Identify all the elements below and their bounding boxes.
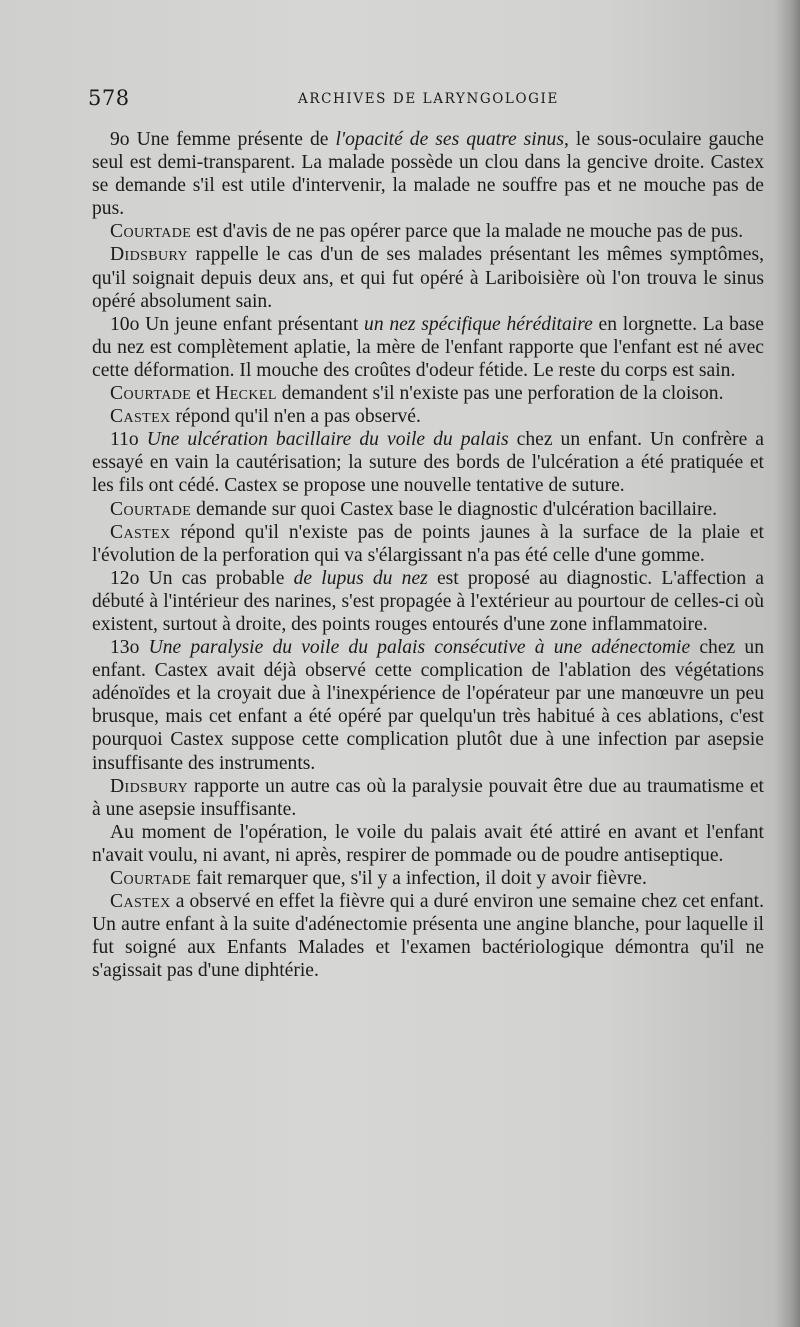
- paragraph-operation: Au moment de l'opération, le voile du palais avait été attiré en avant et l'enfant n'avait voulu, ni avant, ni après, respirer de pommade ou de poudre antiseptique.: [92, 821, 764, 866]
- speaker-name: Courtade: [110, 498, 192, 520]
- speaker-name: Castex: [110, 406, 171, 428]
- speaker-name: Castex: [110, 521, 171, 543]
- running-head: ARCHIVES DE LARYNGOLOGIE: [298, 91, 559, 107]
- speaker-name: Heckel: [215, 383, 277, 405]
- paragraph-13: 13o Une paralysie du voile du palais consécutive à une adénectomie chez un enfant. Castex avait déjà observé cette complication de l'ablation des végétations adénoïdes et la croyait due à l'inexpérience de l'opérateur par une manœuvre un peu brusque, mais cet enfant a été opéré par quelqu'un très habitué à ces ablations, c'est pourquoi Castex suppose cette complication plutôt due à une infection par asepsie insuffisante des instruments.: [92, 637, 764, 774]
- paragraph-courtade-heckel: Courtade et Heckel demandent s'il n'existe pas une perforation de la cloison.: [110, 383, 724, 405]
- paragraph-11: 11o Une ulcération bacillaire du voile du palais chez un enfant. Un confrère a essayé en vain la cautérisation; la suture des bords de l'ulcération a été pratiquée et les fils ont cédé. Castex se propose une nouvelle tentative de suture.: [92, 429, 764, 497]
- speaker-name: Courtade: [110, 221, 192, 243]
- paragraph-castex-3: Castex a observé en effet la fièvre qui a duré environ une semaine chez cet enfant. Un autre enfant à la suite d'adénectomie présenta une angine blanche, pour laquelle il fut soigné aux Enfants Malades et l'examen bactériologique démontra qu'il ne s'agissait pas d'une diphtérie.: [92, 891, 764, 982]
- paragraph-9: 9o Une femme présente de l'opacité de ses quatre sinus, le sous-oculaire gauche seul est demi-transparent. La malade possède un clou dans la gencive droite. Castex se demande s'il est utile d'intervenir, la malade ne souffre pas et ne mouche pas de pus.: [92, 129, 765, 220]
- paragraph-didsbury-1: Didsbury rappelle le cas d'un de ses malades présentant les mêmes symptômes, qu'il soignait depuis deux ans, et qui fut opéré à Lariboisière où l'on trouva le sinus opéré absolument sain.: [92, 244, 764, 312]
- paragraph-courtade-3: Courtade fait remarquer que, s'il y a infection, il doit y avoir fièvre.: [110, 868, 647, 889]
- page-header: [88, 86, 768, 116]
- paragraph-didsbury-2: Didsbury rapporte un autre cas où la paralysie pouvait être due au traumatisme et à une asepsie insuffisante.: [92, 775, 764, 820]
- paragraph-courtade-1: Courtade est d'avis de ne pas opérer parce que la malade ne mouche pas de pus.: [110, 221, 744, 243]
- page-number: 578: [88, 86, 130, 110]
- speaker-name: Didsbury: [110, 775, 189, 797]
- paragraph-castex-2: Castex répond qu'il n'existe pas de points jaunes à la surface de la plaie et l'évolution de la perforation qui va s'élargissant n'a pas été celle d'une gomme.: [92, 521, 764, 566]
- speaker-name: Castex: [110, 891, 171, 913]
- paragraph-castex-1: Castex répond qu'il n'en a pas observé.: [110, 406, 421, 428]
- body-text: [92, 128, 764, 982]
- paragraph-courtade-2: Courtade demande sur quoi Castex base le diagnostic d'ulcération bacillaire.: [110, 498, 718, 520]
- speaker-name: Didsbury: [110, 244, 189, 266]
- paragraph-12: 12o Un cas probable de lupus du nez est proposé au diagnostic. L'affection a débuté à l'intérieur des narines, s'est propagée à l'extérieur au pourtour de celles-ci où existent, surtout à droite, des points rouges entourés d'une zone inflammatoire.: [92, 567, 764, 635]
- paragraph-10: 10o Un jeune enfant présentant un nez spécifique héréditaire en lorgnette. La base du nez est complètement aplatie, la mère de l'enfant rapporte que l'enfant est né avec cette déformation. Il mouche des croûtes d'odeur fétide. Le reste du corps est sain.: [92, 313, 764, 381]
- page-edge-shadow: [774, 0, 800, 1327]
- speaker-name: Courtade: [110, 383, 192, 405]
- speaker-name: Courtade: [110, 868, 192, 889]
